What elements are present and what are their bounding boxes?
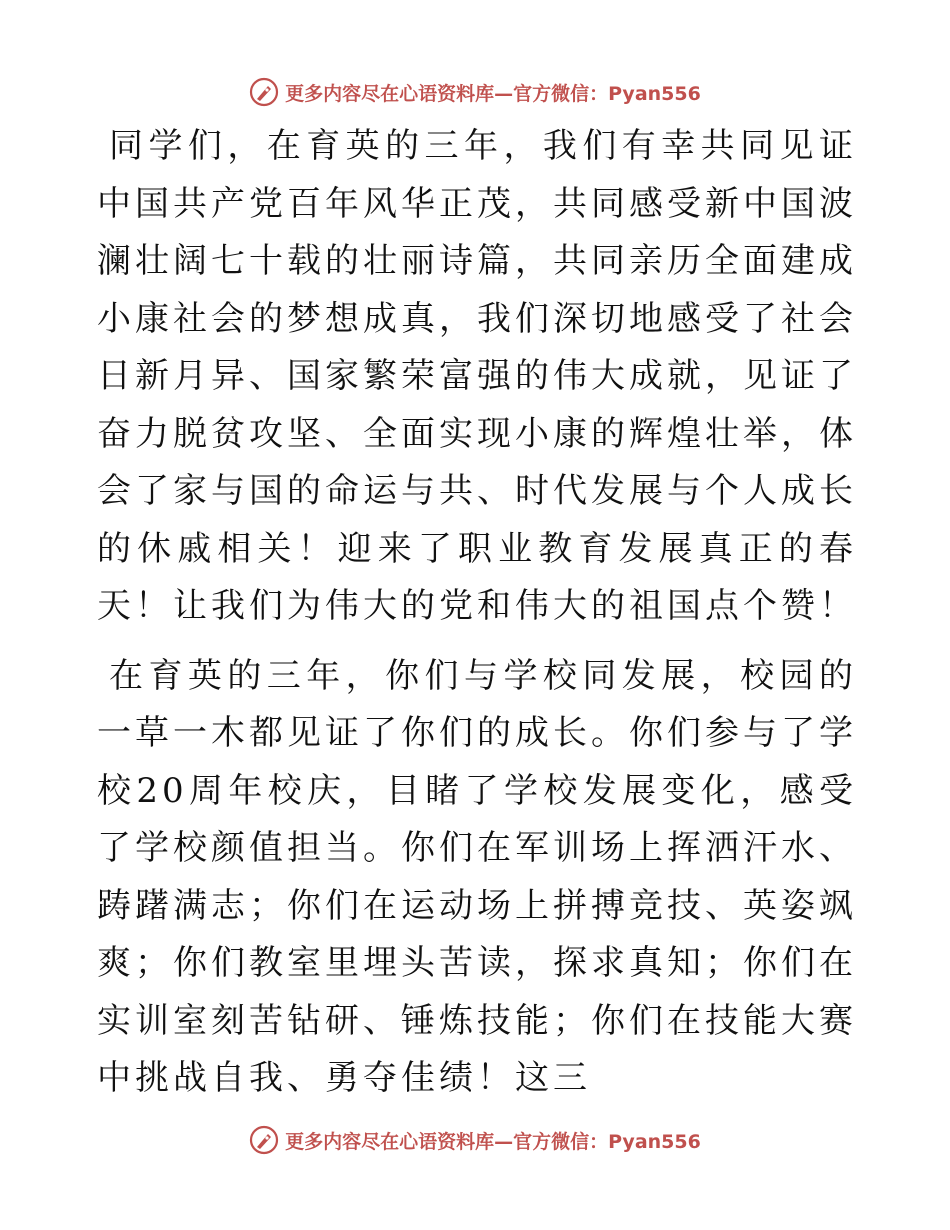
document-body [97, 118, 857, 1108]
header-watermark [0, 72, 950, 112]
paragraph-2: 在育英的三年，你们与学校同发展，校园的一草一木都见证了你们的成长。你们参与了学校20周年校庆，目睹了学校发展变化，感受了学校颜值担当。你们在军训场上挥洒汗水、踌躇满志；你们在运动场上拼搏竞技、英姿飒爽；你们教室里埋头苦读，探求真知；你们在实训室刻苦钻研、锤炼技能；你们在技能大赛中挑战自我、勇夺佳绩！这三 [97, 655, 857, 1098]
watermark-text: 更多内容尽在心语资料库—官方微信：Pyan556 [285, 1130, 701, 1153]
watermark-text: 更多内容尽在心语资料库—官方微信：Pyan556 [285, 82, 701, 105]
paragraph-1: 同学们，在育英的三年，我们有幸共同见证中国共产党百年风华正茂，共同感受新中国波澜壮阔七十载的壮丽诗篇，共同亲历全面建成小康社会的梦想成真，我们深切地感受了社会日新月异、国家繁荣富强的伟大成就，见证了奋力脱贫攻坚、全面实现小康的辉煌壮举，体会了家与国的命运与共、时代发展与个人成长的休戚相关！迎来了职业教育发展真正的春天！让我们为伟大的党和伟大的祖国点个赞！ [97, 126, 857, 626]
pen-nib-icon [249, 1125, 279, 1155]
pen-nib-icon [249, 77, 279, 107]
footer-watermark [0, 1120, 950, 1160]
